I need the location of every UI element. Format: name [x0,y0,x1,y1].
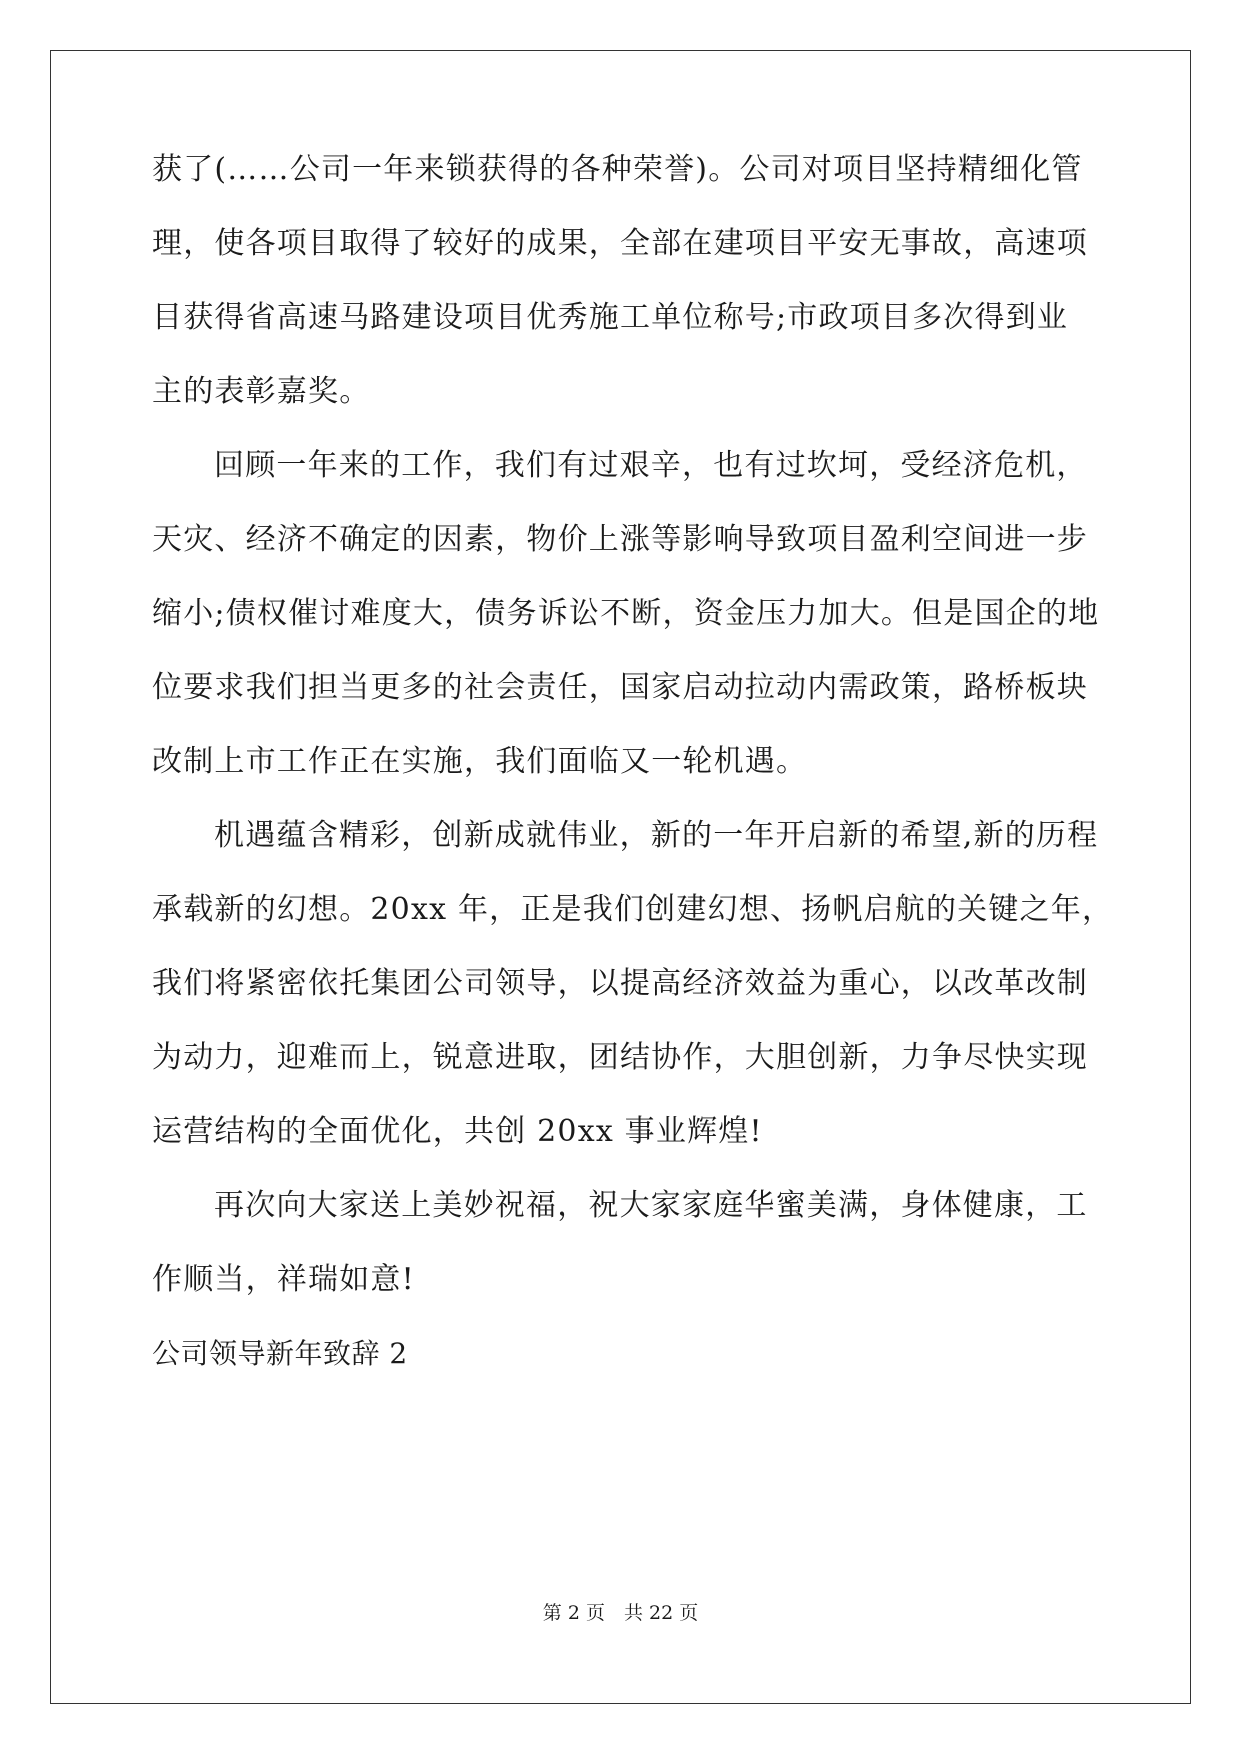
paragraph-2-line-5: 改制上市工作正在实施，我们面临又一轮机遇。 [152,744,808,779]
paragraph-3-line-1: 机遇蕴含精彩，创新成就伟业，新的一年开启新的希望,新的历程 [214,818,1099,853]
page-number-footer: 第 2 页 共 22 页 [542,1602,699,1624]
section-heading: 公司领导新年致辞 2 [152,1337,408,1370]
paragraph-2-line-4: 位要求我们担当更多的社会责任，国家启动拉动内需政策，路桥板块 [152,670,1088,705]
paragraph-4-line-1: 再次向大家送上美妙祝福，祝大家家庭华蜜美满，身体健康，工 [214,1188,1088,1223]
paragraph-3-line-5: 运营结构的全面优化，共创 20xx 事业辉煌! [152,1114,763,1149]
paragraph-2-line-1: 回顾一年来的工作，我们有过艰辛，也有过坎坷，受经济危机， [214,448,1088,483]
paragraph-2-line-2: 天灾、经济不确定的因素，物价上涨等影响导致项目盈利空间进一步 [152,522,1088,557]
paragraph-1-line-2: 理，使各项目取得了较好的成果，全部在建项目平安无事故，高速项 [152,226,1088,261]
paragraph-3-line-2: 承载新的幻想。20xx 年，正是我们创建幻想、扬帆启航的关键之年， [152,892,1114,927]
paragraph-3-line-4: 为动力，迎难而上，锐意进取，团结协作，大胆创新，力争尽快实现 [152,1040,1088,1075]
paragraph-2-line-3: 缩小;债权催讨难度大，债务诉讼不断，资金压力加大。但是国企的地 [152,596,1100,631]
paragraph-1-line-3: 目获得省高速马路建设项目优秀施工单位称号;市政项目多次得到业 [152,300,1069,335]
paragraph-1-line-4: 主的表彰嘉奖。 [152,374,371,409]
paragraph-4-line-2: 作顺当，祥瑞如意! [152,1262,415,1297]
paragraph-3-line-3: 我们将紧密依托集团公司领导，以提高经济效益为重心，以改革改制 [152,966,1088,1001]
paragraph-1-line-1: 获了(……公司一年来锁获得的各种荣誉)。公司对项目坚持精细化管 [152,152,1083,187]
